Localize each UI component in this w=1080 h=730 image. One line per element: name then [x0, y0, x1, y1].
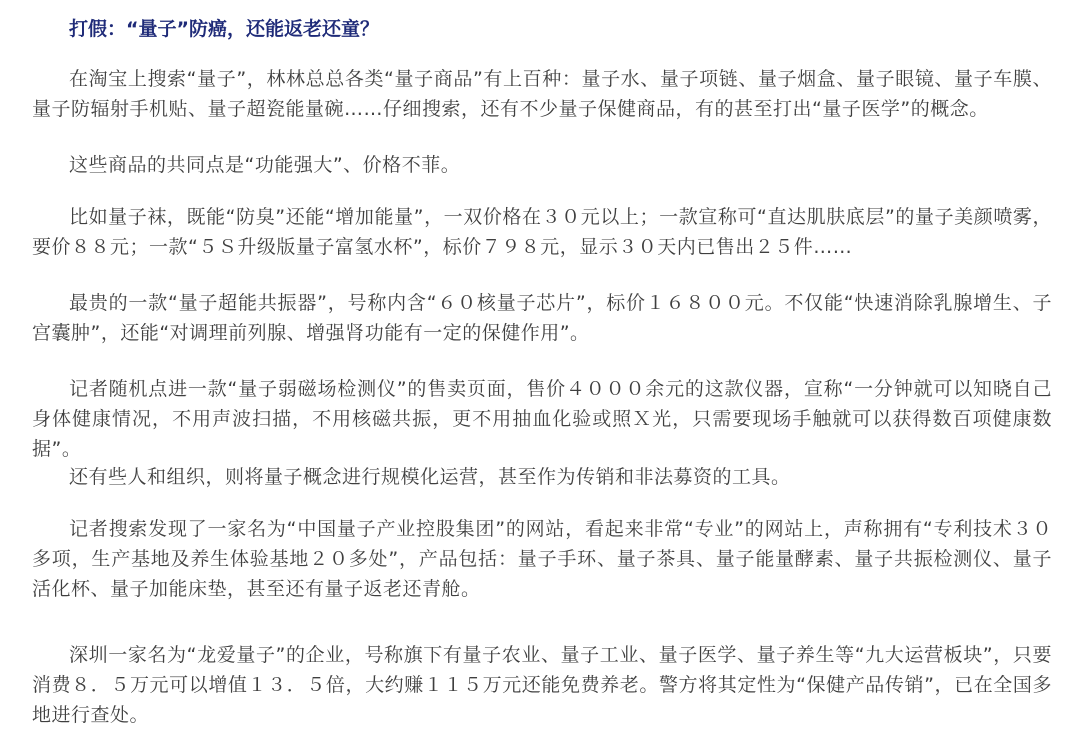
article-heading: 打假：“量子”防癌，还能返老还童？	[69, 18, 379, 40]
paragraph-2: 这些商品的共同点是“功能强大”、价格不菲。	[69, 154, 461, 176]
paragraph-4: 最贵的一款“量子超能共振器”，号称内含“６０核量子芯片”，标价１６８００元。不仅能“快速消除乳腺增生、子宫囊肿”，还能“对调理前列腺、增强肾功能有一定的保健作用”。	[32, 292, 1052, 344]
paragraph-5: 记者随机点进一款“量子弱磁场检测仪”的售卖页面，售价４０００余元的这款仪器，宣称“一分钟就可以知晓自己身体健康情况，不用声波扫描，不用核磁共振，更不用抽血化验或照Ｘ光，只需要现场手触就可以获得数百项健康数据”。	[32, 378, 1052, 460]
paragraph-3: 比如量子袜，既能“防臭”还能“增加能量”，一双价格在３０元以上；一款宣称可“直达肌肤底层”的量子美颜喷雾，要价８８元；一款“５Ｓ升级版量子富氢水杯”，标价７９８元，显示３０天内已售出２５件……	[32, 206, 1052, 258]
paragraph-7: 记者搜索发现了一家名为“中国量子产业控股集团”的网站，看起来非常“专业”的网站上，声称拥有“专利技术３０多项，生产基地及养生体验基地２０多处”，产品包括：量子手环、量子茶具、量子能量酵素、量子共振检测仪、量子活化杯、量子加能床垫，甚至还有量子返老还青舱。	[32, 518, 1052, 600]
paragraph-6: 还有些人和组织，则将量子概念进行规模化运营，甚至作为传销和非法募资的工具。	[69, 466, 791, 488]
paragraph-8: 深圳一家名为“龙爱量子”的企业，号称旗下有量子农业、量子工业、量子医学、量子养生等“九大运营板块”，只要消费８．５万元可以增值１３．５倍，大约赚１１５万元还能免费养老。警方将其定性为“保健产品传销”，已在全国多地进行查处。	[32, 644, 1052, 726]
paragraph-1: 在淘宝上搜索“量子”，林林总总各类“量子商品”有上百种：量子水、量子项链、量子烟盒、量子眼镜、量子车膜、量子防辐射手机贴、量子超瓷能量碗……仔细搜索，还有不少量子保健商品，有的甚至打出“量子医学”的概念。	[32, 68, 1052, 120]
